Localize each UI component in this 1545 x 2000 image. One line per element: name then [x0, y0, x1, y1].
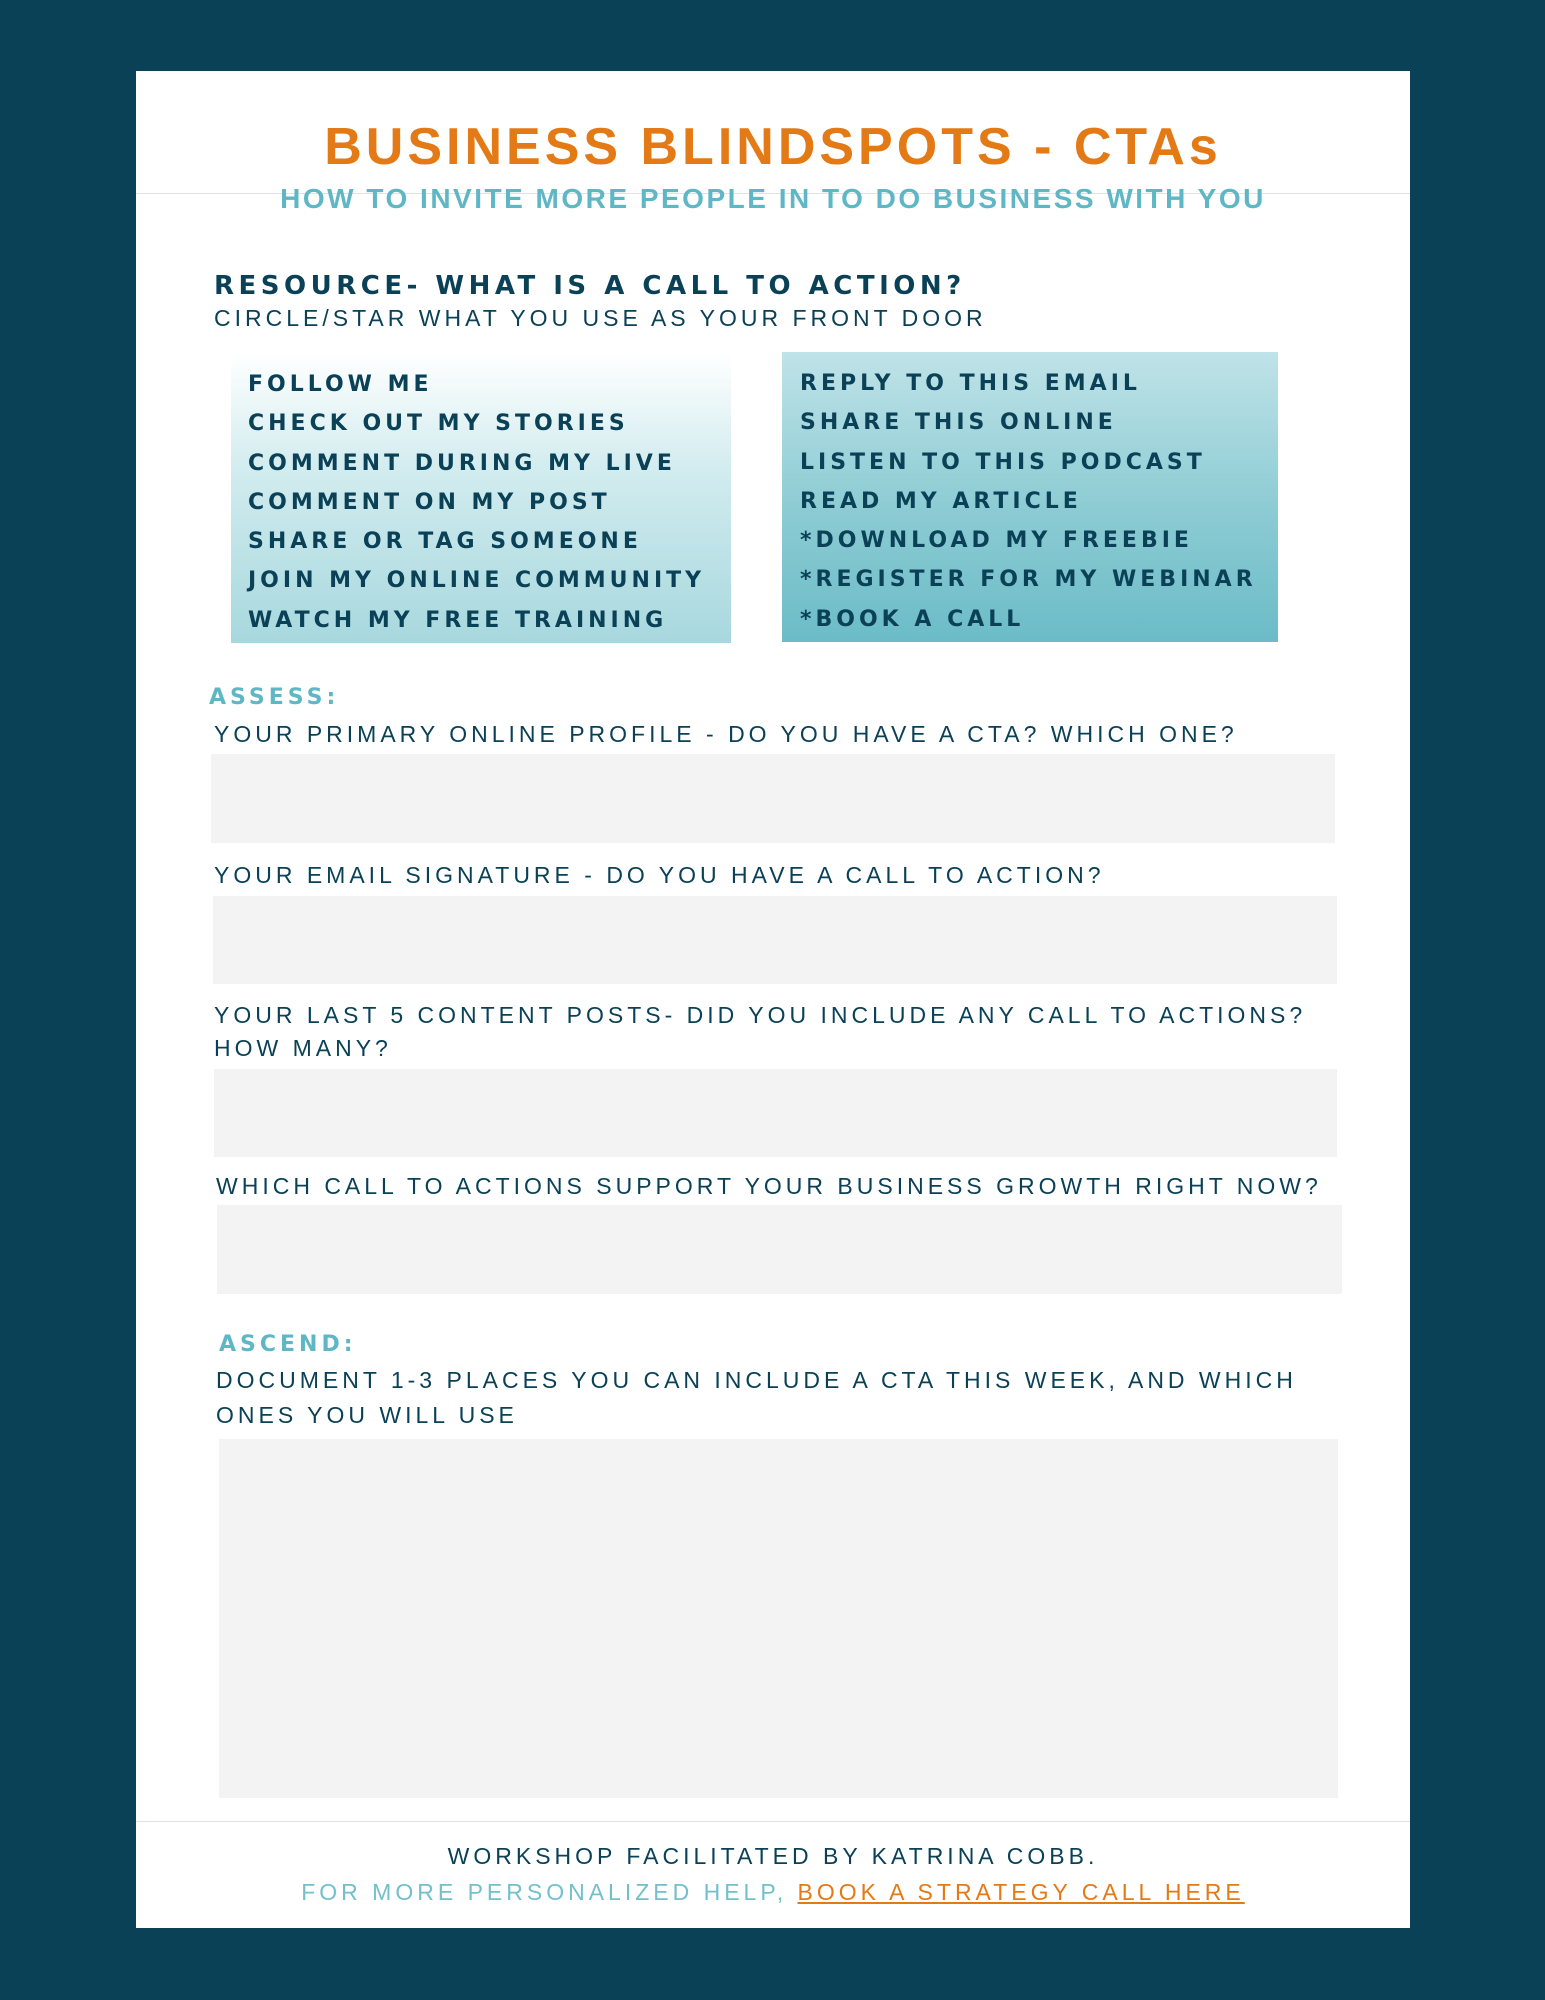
ascend-prompt: DOCUMENT 1-3 PLACES YOU CAN INCLUDE A CTA THIS WEEK, AND WHICH: [216, 1367, 1297, 1393]
question-profile-cta: YOUR PRIMARY ONLINE PROFILE - DO YOU HAVE A CTA? WHICH ONE?: [214, 721, 1238, 747]
cta-option[interactable]: LISTEN TO THIS PODCAST: [800, 449, 1206, 475]
cta-option[interactable]: FOLLOW ME: [248, 372, 433, 397]
cta-option[interactable]: *DOWNLOAD MY FREEBIE: [800, 528, 1193, 554]
cta-option[interactable]: SHARE OR TAG SOMEONE: [248, 529, 642, 555]
question-content-posts: YOUR LAST 5 CONTENT POSTS- DID YOU INCLUDE ANY CALL TO ACTIONS?: [214, 1002, 1307, 1028]
cta-option[interactable]: JOIN MY ONLINE COMMUNITY: [248, 568, 706, 594]
answer-field-business-growth[interactable]: [217, 1205, 1342, 1294]
answer-field-content-posts[interactable]: [214, 1069, 1337, 1157]
page-title: BUSINESS BLINDSPOTS - CTAs: [324, 118, 1222, 176]
answer-field-email-signature[interactable]: [213, 896, 1337, 984]
cta-option[interactable]: SHARE THIS ONLINE: [800, 410, 1117, 436]
cta-options-right: [782, 352, 1278, 642]
worksheet-page: [136, 71, 1410, 1928]
cta-option[interactable]: COMMENT ON MY POST: [248, 489, 611, 515]
footer-help-prefix: FOR MORE PERSONALIZED HELP,: [301, 1879, 798, 1905]
cta-option[interactable]: COMMENT DURING MY LIVE: [248, 450, 676, 476]
cta-option[interactable]: WATCH MY FREE TRAINING: [248, 607, 668, 633]
book-strategy-call-link[interactable]: BOOK A STRATEGY CALL HERE: [797, 1879, 1245, 1905]
cta-option[interactable]: CHECK OUT MY STORIES: [248, 411, 629, 437]
cta-options-left: [231, 353, 731, 643]
ascend-label: ASCEND:: [219, 1332, 357, 1357]
resource-heading: RESOURCE- WHAT IS A CALL TO ACTION?: [214, 271, 966, 301]
page-subtitle: HOW TO INVITE MORE PEOPLE IN TO DO BUSINESS WITH YOU: [280, 183, 1266, 214]
resource-instruction: CIRCLE/STAR WHAT YOU USE AS YOUR FRONT DOOR: [214, 305, 987, 331]
cta-option[interactable]: *REGISTER FOR MY WEBINAR: [800, 567, 1257, 593]
question-business-growth: WHICH CALL TO ACTIONS SUPPORT YOUR BUSINESS GROWTH RIGHT NOW?: [216, 1173, 1322, 1199]
ascend-prompt-line2: ONES YOU WILL USE: [216, 1402, 518, 1428]
footer-credit: WORKSHOP FACILITATED BY KATRINA COBB.: [447, 1843, 1099, 1869]
question-content-posts-line2: HOW MANY?: [214, 1035, 392, 1061]
answer-field-profile-cta[interactable]: [211, 754, 1335, 843]
cta-option[interactable]: REPLY TO THIS EMAIL: [800, 371, 1141, 396]
footer-divider: [136, 1821, 1410, 1822]
question-email-signature: YOUR EMAIL SIGNATURE - DO YOU HAVE A CALL TO ACTION?: [214, 862, 1105, 888]
footer-help-line: [136, 1881, 1410, 1904]
cta-option[interactable]: READ MY ARTICLE: [800, 488, 1082, 514]
cta-option[interactable]: *BOOK A CALL: [800, 606, 1025, 632]
answer-field-ascend[interactable]: [219, 1439, 1338, 1798]
assess-label: ASSESS:: [209, 685, 340, 710]
